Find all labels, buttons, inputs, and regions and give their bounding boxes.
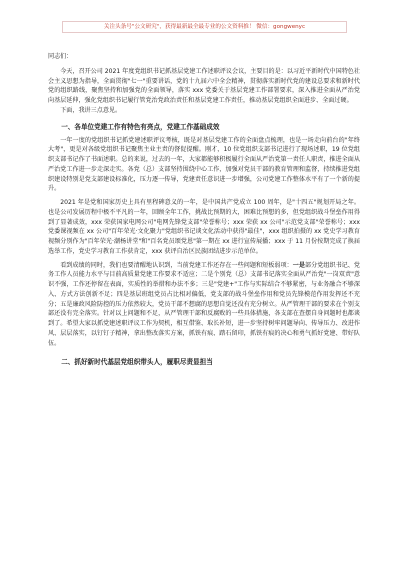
intro-paragraph: 今天，召开公司 2021 年度党组织书记抓基层党建工作述职评议会议，主要目的是：以习近平新时代中国特色社会主义思想为指导，全面贯彻"七一"重要讲话，党的十九届六中全会精神，贯彻落实新时代党的建设总要求和新时代党的组织路线，聚焦坚持和加强党的全面领导，落实 xxx 党委关于基层党建工作部署要求，深入推进全面从严治党向基层延伸，强化党组织书记履行管党治党政治责任和基层党建工作责任，推动基层党组织全面进步、全面过硬。 — [48, 67, 360, 104]
section-heading-2: 二、抓好新时代基层党组织带头人，履职尽责显担当 — [61, 358, 213, 367]
section1-paragraph-2-text: 2021 年是党和国家历史上具有里程碑意义的一年，是中国共产党成立 100 周年，是"十四五"规划开局之年。也是公司发展历程中极不平凡的一年，回顾全年工作，挑战比预期的大，困难比预想的多，但党组织战斗堡垒作用得到了显著成效，xxx 荣获国家电网公司"电网先锋党支部"荣誉称号；xxx 荣获 xx 公司"示范党支部"荣誉称号；xxx 党委课视频在 xx 公司"百年荣光·文化聚力"党组织书记谈文化活动中获得"最佳"，xxx 组织拍摄的 xx 党史学习教育视频分别作为"百年荣光·潮杨讲堂"和"百名党员颂党恩"第一期在 xx 进行宣传展播；xxx 于 11 月份按期完成了换届选举工作，党史学习教育工作获肯定，xxx 获评自治区民族团结进步示范单位。 — [48, 199, 360, 255]
section1-paragraph-3-marker: 一是 — [292, 261, 305, 269]
section1-paragraph-1 — [48, 136, 360, 195]
intro-transition: 下面，我讲三点意见。 — [60, 106, 122, 114]
section1-paragraph-3-rest: 部分党组织书记、党务工作人员能力水平与目前高质量党建工作要求不适应；二是个别党（总）支部书记落实全面从严治党"一岗双责"意识不强，工作还停留在表面，实质性的举措和办法不多；三是"党建+"工作与实际结合不够紧密，与业务融合不够深入、方式方法创新不足；四是基层班组党员占比相对偏低，党支部的战斗堡垒作用和党员先锋模范作用发挥还不充分；五是廉政风险防控的压力依然较大，党员干部不想腐的思想自觉还没有充分树立。从严管理干部的要求在个别支部还没有完全落实。针对以上问题和不足，从严管理干部和反腐败的一些具体措施，各支部在查摆自身问题时也都谈到了。希望大家以抓党建述职评议工作为契机，相互借鉴、取长补短，进一步坚持树牢问题导向、传导压力、改进作风、层层落实，以钉钉子精神，拿出整改落实方案，抓铁有痕、踏石留印，抓铁有痕的决心和勇气抓好党建、带好队伍。 — [48, 261, 361, 347]
promo-banner: 关注头条号"公文研究"，获得最新最全最专业的公文资料推！ 微信：gongwenyc — [62, 21, 347, 33]
section1-paragraph-1-text: 一年一度的党组织书记抓党建述职评议考核，既是对基层党建工作的全面盘点梳理，也是一场走向前台的"年终大考"，更是对各级党组织书记聚焦主业主责的督促提醒。刚才，10 位党组织支部书记进行了现场述职，19 位党组织支部书记作了书面述职。总的来说，过去的一年，大家都能够积极履行全面从严治党第一责任人职责，推进全面从严治党工作进一步走深走实。各党（总）支部坚持围绕中心工作，加强对党员干部的教育管理和监督，持续推进党组织建设特别是党支部建设标准化，压力逐一传导，党建责任意识进一步增强，公司党建工作整体水平有了一个新的提升。 — [48, 136, 360, 193]
section1-paragraph-3-lead: 看到成绩的同时，我们也要清醒地认识到，当前党建工作还存在一些问题和短板弱项： — [60, 261, 293, 269]
document-body — [48, 52, 360, 371]
section1-paragraph-3 — [48, 261, 360, 349]
salutation: 同志们： — [48, 53, 73, 60]
section-heading-1: 一、各单位党建工作有特色有亮点，党建工作基础成效 — [61, 122, 220, 131]
section1-paragraph-2 — [48, 198, 360, 257]
